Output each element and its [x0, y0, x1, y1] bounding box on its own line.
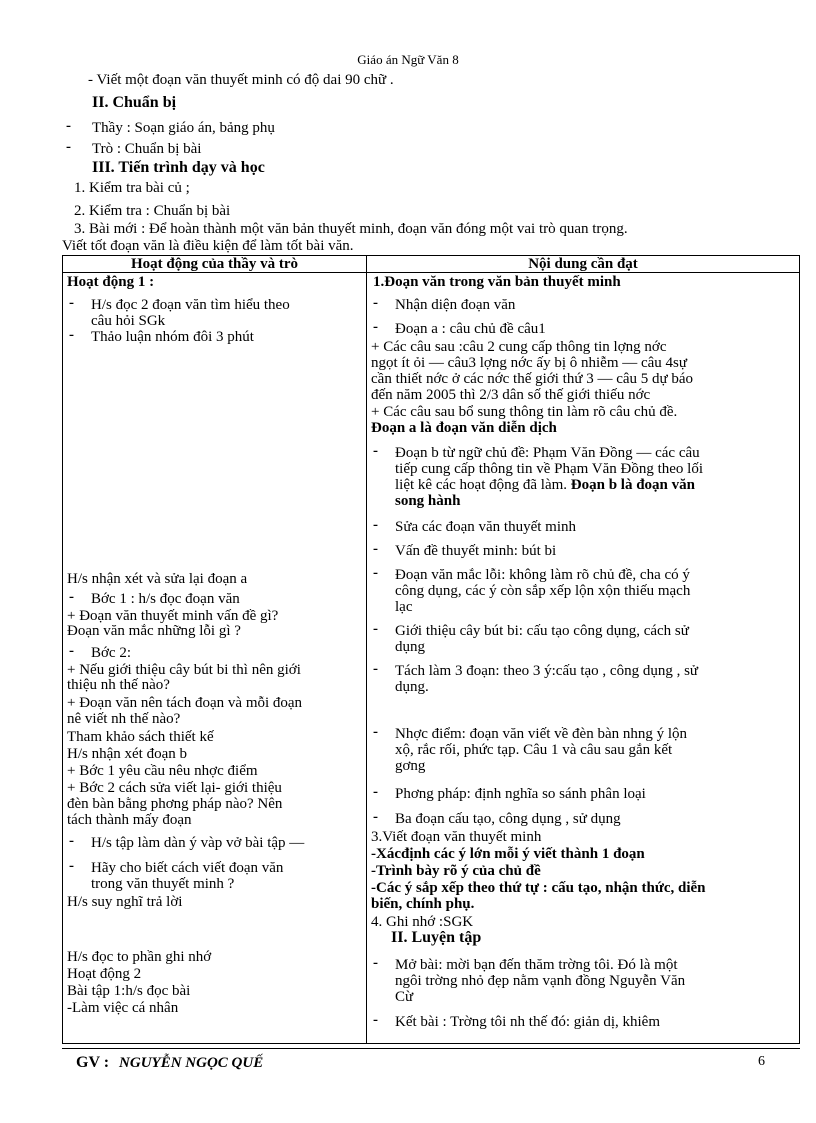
content-line: Mở bài: mời bạn đến thăm trờng tôi. Đó là một — [395, 957, 678, 973]
activity-line: Tham khảo sách thiết kế — [67, 729, 214, 745]
content-line-bold: -Trình bày rõ ý của chủ đề — [371, 863, 541, 879]
content-line: 4. Ghi nhớ :SGK — [371, 914, 474, 930]
content-heading: 1.Đoạn văn trong văn bản thuyết minh — [373, 274, 621, 290]
content-line: Vấn đề thuyết minh: bút bi — [395, 543, 557, 559]
content-line: tiếp cung cấp thông tin về Phạm Văn Đồng theo lối — [395, 461, 704, 477]
activity-line: câu hỏi SGk — [91, 313, 166, 329]
step-3: 3. Bài mới : Để hoàn thành một văn bản thuyết minh, đoạn văn đóng một vai trò quan trọng. — [74, 221, 628, 237]
activity-line: + Bớc 1 yêu cầu nêu nhợc điểm — [67, 763, 258, 779]
footer-author-name: NGUYỄN NGỌC QUẾ — [119, 1055, 264, 1071]
activity-line: đèn bàn bằng phơng pháp nào? Nên — [67, 796, 283, 812]
activity-line: H/s đọc to phần ghi nhớ — [67, 949, 212, 965]
content-line: Đoạn b từ ngữ chủ đề: Phạm Văn Đồng — các câu — [395, 445, 700, 461]
activity-line: H/s nhận xét đoạn b — [67, 746, 187, 762]
col-header-content: Nội dung cần đạt — [367, 256, 800, 273]
content-line: Giới thiệu cây bút bi: cấu tạo công dụng, cách sử — [395, 623, 689, 639]
activity-heading: Hoạt động 1 : — [67, 274, 155, 290]
content-line: dụng — [395, 639, 425, 655]
prep-teacher: - Thầy : Soạn giáo án, bảng phụ — [92, 120, 275, 137]
content-line: đến năm 2005 thì 2/3 dân số thế giới thiếu nớc — [371, 387, 651, 403]
content-line: dụng. — [395, 679, 429, 695]
page-header: Giáo án Ngữ Văn 8 — [357, 52, 459, 67]
intro-line: - Viết một đoạn văn thuyết minh có độ dai 90 chữ . — [88, 72, 394, 88]
prep-student: - Trò : Chuẩn bị bài — [92, 141, 201, 158]
content-line-bold: Đoạn a là đoạn văn diễn dịch — [371, 420, 557, 436]
activity-line: H/s đọc 2 đoạn văn tìm hiểu theo — [91, 297, 290, 313]
content-line: 3.Viết đoạn văn thuyết minh — [371, 829, 542, 845]
content-line: liệt kê các hoạt động đã làm. Đoạn b là đoạn văn — [395, 477, 695, 493]
section-title-practice: II. Luyện tập — [391, 929, 482, 946]
activity-line: Đoạn văn mắc những lỗi gì ? — [67, 623, 241, 639]
footer-rule — [62, 1048, 800, 1049]
content-line: Phơng pháp: định nghĩa so sánh phân loại — [395, 786, 646, 802]
activity-line: trong văn thuyết minh ? — [91, 876, 235, 892]
content-line: công dụng, các ý còn sắp xếp lộn xộn thiếu mạch — [395, 583, 691, 599]
activity-line: tách thành mấy đoạn — [67, 812, 192, 828]
footer-author — [76, 1054, 263, 1072]
content-line: Cừ — [395, 989, 414, 1005]
content-line: cần thiết nớc ở các nớc thế giới thứ 3 — câu 5 dự báo — [371, 371, 694, 387]
page-number: 6 — [758, 1054, 765, 1069]
content-line: Ba đoạn cấu tạo, công dụng , sử dụng — [395, 811, 621, 827]
content-line: + Các câu sau :câu 2 cung cấp thông tin lợng nớc — [371, 339, 667, 355]
content-line: xộ, rắc rối, phức tạp. Câu 1 và câu sau gắn kết — [395, 742, 673, 758]
activity-line: Bài tập 1:h/s đọc bài — [67, 983, 191, 999]
activity-line: + Nếu giới thiệu cây bút bi thì nên giới — [67, 662, 301, 678]
content-line: + Các câu sau bổ sung thông tin làm rõ câu chủ đề. — [371, 404, 678, 420]
activity-line: + Đoạn văn thuyết minh vấn đề gì? — [67, 608, 279, 624]
activity-line: thiệu nh thế nào? — [67, 677, 170, 693]
col-header-activities: Hoạt động của thầy và trò — [63, 256, 367, 273]
step-1: 1. Kiểm tra bài củ ; — [74, 180, 190, 196]
activity-line: H/s tập làm dàn ý vàp vở bài tập — — [91, 835, 305, 851]
activity-line: + Đoạn văn nên tách đoạn và mỗi đoạn — [67, 695, 303, 711]
content-line: ngôi trờng nhỏ đẹp nằm vạnh đồng Nguyễn Văn — [395, 973, 686, 989]
content-line: lạc — [395, 599, 413, 615]
lesson-table — [62, 255, 800, 1044]
content-line-bold: -Các ý sắp xếp theo thứ tự : cấu tạo, nhận thức, diễn — [371, 880, 706, 896]
activity-line: H/s suy nghĩ trả lời — [67, 894, 183, 910]
activity-line: + Bớc 2 cách sửa viết lại- giới thiệu — [67, 780, 282, 796]
step-3-continued: Viết tốt đoạn văn là điều kiện để làm tốt bài văn. — [62, 238, 354, 254]
content-line: Sửa các đoạn văn thuyết minh — [395, 519, 576, 535]
content-line: Đoạn a : câu chủ đề câu1 — [395, 321, 546, 337]
activity-line: Bớc 2: — [91, 645, 132, 661]
activity-line: -Làm việc cá nhân — [67, 1000, 179, 1016]
footer-label: GV : — [76, 1054, 110, 1071]
content-line: Kết bài : Trờng tôi nh thế đó: giản dị, khiêm — [395, 1014, 661, 1030]
content-line: ngọt ít ỏi — câu3 lợng nớc ấy bị ô nhiễm — câu 4sự — [371, 355, 688, 371]
content-cell: 1.Đoạn văn trong văn bản thuyết minh - Nhận diện đoạn văn - Đoạn a : câu chủ đề câu1 + Các câu sau :câu 2 cung cấp thông tin lợng nớc ngọt ít ỏi — câu3 lợng nớc ấy bị ô nhiễm — câu 4sự cần thiết nớc ở các nớc thế giới thứ 3 — câu 5 dự báo đến năm 2005 thì 2/3 dân số thế giới thiếu nớc + Các câu sau bổ sung thông tin làm rõ câu chủ đề. Đoạn a là đoạn văn diễn dịch - Đoạn b từ ngữ chủ đề: Phạm Văn Đồng — các câu tiếp cung cấp thông tin về Phạm Văn Đồng theo lối liệt kê các hoạt động đã làm. Đoạn b là đoạn văn song hành - Sửa các đoạn văn thuyết minh - Vấn đề thuyết minh: bút bi - Đoạn văn mắc lỗi: không làm rõ chủ đề, cha có ý công dụng, các ý còn sắp xếp lộn xộn thiếu mạch lạc - Giới thiệu cây bút bi: cấu tạo công dụng, cách sử dụng - Tách làm 3 đoạn: theo 3 ý:cấu tạo , công dụng , sử dụng. - Nhợc điểm: đoạn văn viết về đèn bàn nhng ý lộn xộ, rắc rối, phức tạp. Câu 1 và câu sau gắn kết gơng - Phơng pháp: định nghĩa so sánh phân loại - Ba đoạn cấu tạo, công dụng , sử dụng 3.Viết đoạn văn thuyết minh -Xácđịnh các ý lớn mỗi ý viết thành 1 đoạn -Trình bày rõ ý của chủ đề -Các ý sắp xếp theo thứ tự : cấu tạo, nhận thức, diễn biến, chính phụ. 4. Ghi nhớ :SGK II. Luyện tập - Mở bài: mời bạn đến thăm trờng tôi. Đó là một ngôi trờng nhỏ đẹp nằm vạnh đồng Nguyễn Văn Cừ - Kết bài : Trờng tôi nh thế đó: giản dị, khiêm — [367, 273, 800, 1044]
activity-line: Thảo luận nhóm đôi 3 phút — [91, 329, 254, 345]
activity-line: Bớc 1 : h/s đọc đoạn văn — [91, 591, 240, 607]
content-line-bold: song hành — [395, 493, 461, 509]
content-line-bold: biến, chính phụ. — [371, 896, 475, 912]
activity-line: H/s nhận xét và sửa lại đoạn a — [67, 571, 248, 587]
section-title-prep: II. Chuẩn bị — [92, 94, 177, 111]
activity-line: nê viết nh thế nào? — [67, 711, 181, 727]
content-line: Nhợc điểm: đoạn văn viết về đèn bàn nhng ý lộn — [395, 726, 688, 742]
content-line: Tách làm 3 đoạn: theo 3 ý:cấu tạo , công dụng , sử — [395, 663, 699, 679]
content-line: gơng — [395, 758, 426, 774]
section-title-process: III. Tiến trình dạy và học — [92, 159, 265, 176]
content-line: Đoạn văn mắc lỗi: không làm rõ chủ đề, cha có ý — [395, 567, 690, 583]
activity-line: Hãy cho biết cách viết đoạn văn — [91, 860, 284, 876]
activity-line: Hoạt động 2 — [67, 966, 142, 982]
content-line-bold: -Xácđịnh các ý lớn mỗi ý viết thành 1 đoạn — [371, 846, 645, 862]
step-2: 2. Kiểm tra : Chuẩn bị bài — [74, 203, 231, 219]
content-line: Nhận diện đoạn văn — [395, 297, 516, 313]
activities-cell: Hoạt động 1 : - H/s đọc 2 đoạn văn tìm hiểu theo câu hỏi SGk - Thảo luận nhóm đôi 3 phút H/s nhận xét và sửa lại đoạn a - Bớc 1 : h/s đọc đoạn văn + Đoạn văn thuyết minh vấn đề gì? Đoạn văn mắc những lỗi gì ? - Bớc 2: + Nếu giới thiệu cây bút bi thì nên giới thiệu nh thế nào? + Đoạn văn nên tách đoạn và mỗi đoạn nê viết nh thế nào? Tham khảo sách thiết kế H/s nhận xét đoạn b + Bớc 1 yêu cầu nêu nhợc điểm + Bớc 2 cách sửa viết lại- giới thiệu đèn bàn bằng phơng pháp nào? Nên tách thành mấy đoạn - H/s tập làm dàn ý vàp vở bài tập — - Hãy cho biết cách viết đoạn văn trong văn thuyết minh ? H/s suy nghĩ trả lời H/s đọc to phần ghi nhớ Hoạt động 2 Bài tập 1:h/s đọc bài -Làm việc cá nhân — [63, 273, 367, 1044]
